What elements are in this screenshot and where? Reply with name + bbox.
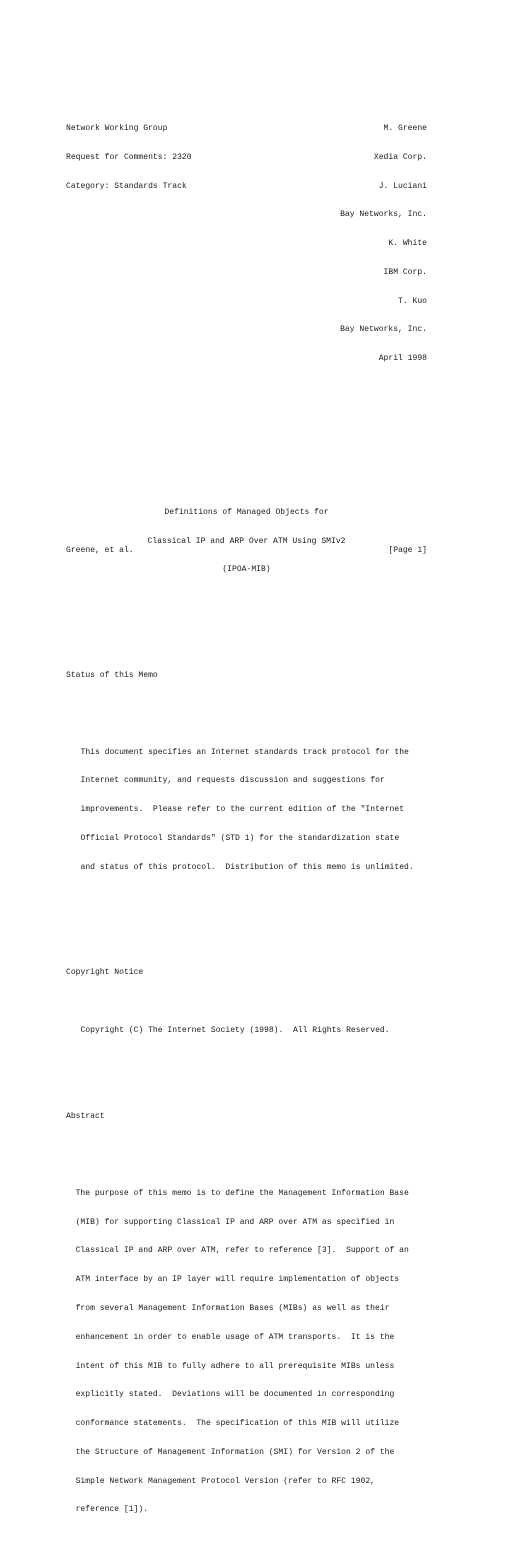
title-line: (IPOA-MIB) — [222, 565, 271, 575]
header-right-8: Bay Networks, Inc. — [340, 325, 427, 335]
document-title — [66, 489, 427, 595]
header-right-2: Xedia Corp. — [373, 152, 427, 162]
paragraph-line: improvements. Please refer to the current edition of the "Internet — [80, 805, 405, 815]
header-right-7: T. Kuo — [398, 296, 427, 306]
paragraph-line: The purpose of this memo is to define the Management Information Base — [75, 1188, 409, 1198]
paragraph-line: (MIB) for supporting Classical IP and ARP over ATM as specified in — [75, 1217, 395, 1227]
rfc-page — [66, 76, 427, 1544]
header-row — [66, 153, 427, 163]
header-right-6: IBM Corp. — [383, 267, 427, 277]
header-right-4: Bay Networks, Inc. — [340, 210, 427, 220]
header-row — [66, 124, 427, 134]
copyright-text: Copyright (C) The Internet Society (1998). All Rights Reserved. — [80, 1025, 390, 1035]
paragraph-line: This document specifies an Internet standards track protocol for the — [80, 747, 409, 757]
paragraph-line: and status of this protocol. Distribution of this memo is unlimited. — [80, 862, 414, 872]
abstract-paragraph — [66, 1170, 427, 1535]
paragraph-line: the Structure of Management Information (SMI) for Version 2 of the — [75, 1447, 395, 1457]
header-left-3: Category: Standards Track — [66, 181, 187, 191]
status-heading: Status of this Memo — [66, 670, 158, 680]
header-block — [66, 105, 427, 383]
title-line: Classical IP and ARP Over ATM Using SMIv2 — [147, 536, 346, 546]
paragraph-line: Internet community, and requests discussion and suggestions for — [80, 776, 385, 786]
paragraph-line: conformance statements. The specification of this MIB will utilize — [75, 1419, 400, 1429]
header-right-3: J. Luciani — [378, 181, 427, 191]
copyright-heading: Copyright Notice — [66, 968, 144, 978]
paragraph-line: reference [1]). — [75, 1505, 149, 1515]
header-right-1: M. Greene — [383, 123, 427, 133]
page-number: [Page 1] — [388, 546, 427, 555]
page-footer — [66, 546, 427, 556]
paragraph-line: explicitly stated. Deviations will be documented in corresponding — [75, 1390, 395, 1400]
abstract-heading: Abstract — [66, 1112, 105, 1122]
header-left-2: Request for Comments: 2320 — [66, 152, 192, 162]
title-line: Definitions of Managed Objects for — [164, 507, 329, 517]
paragraph-line: Simple Network Management Protocol Version (refer to RFC 1902, — [75, 1476, 375, 1486]
paragraph-line: ATM interface by an IP layer will require implementation of objects — [75, 1275, 400, 1285]
header-right-5: K. White — [388, 239, 427, 249]
paragraph-line: intent of this MIB to fully adhere to all prerequisite MIBs unless — [75, 1361, 395, 1371]
paragraph-line: Official Protocol Standards" (STD 1) for the standardization state — [80, 833, 400, 843]
footer-authors: Greene, et al. — [66, 546, 134, 555]
paragraph-line: enhancement in order to enable usage of ATM transports. It is the — [75, 1332, 395, 1342]
status-paragraph — [66, 728, 427, 891]
header-left-1: Network Working Group — [66, 123, 168, 133]
header-row — [66, 182, 427, 192]
paragraph-line: from several Management Information Bases (MIBs) as well as their — [75, 1304, 390, 1313]
paragraph-line: Classical IP and ARP over ATM, refer to reference [3]. Support of an — [75, 1246, 409, 1256]
header-right-9: April 1998 — [378, 354, 427, 364]
